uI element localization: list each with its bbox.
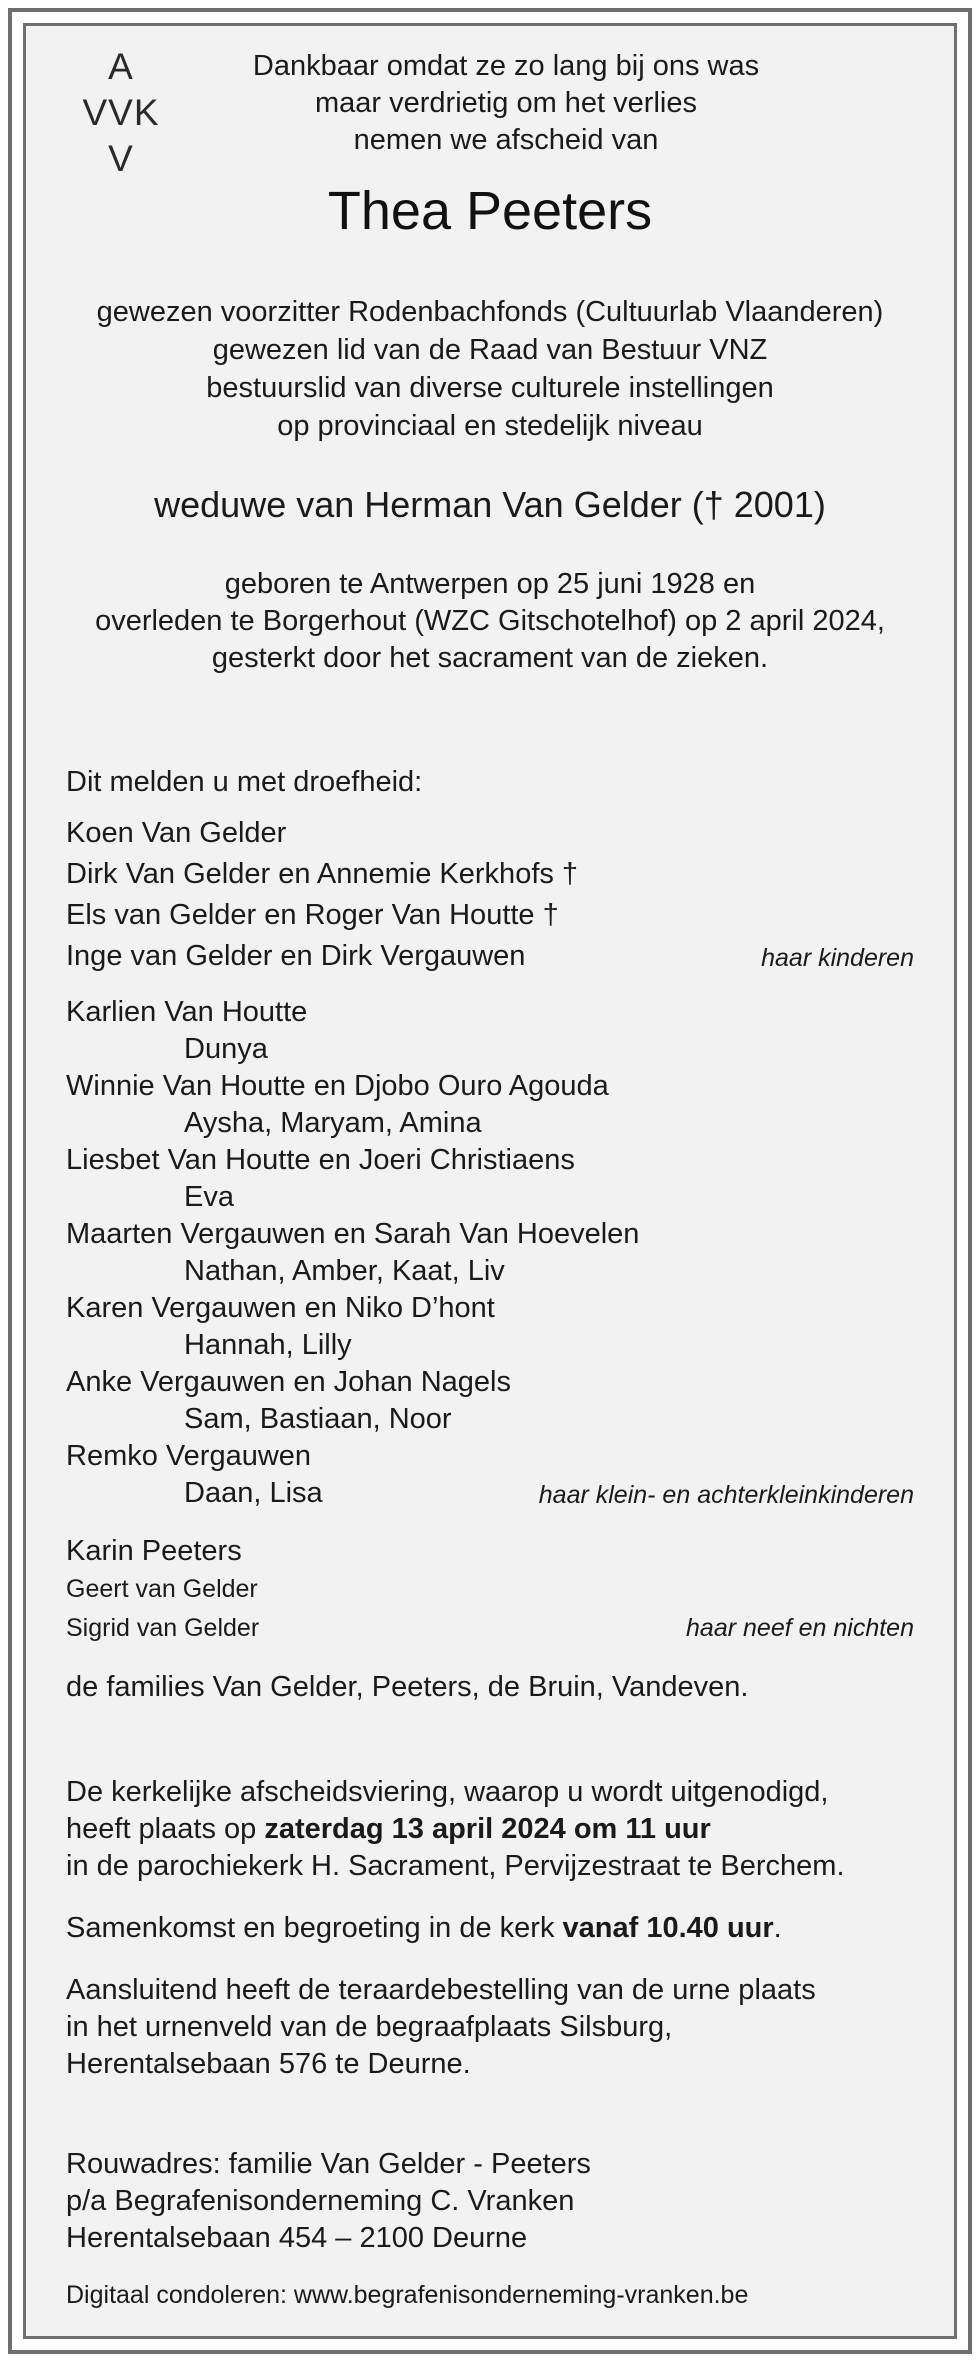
intro-text — [176, 48, 836, 159]
birth-death-info — [26, 566, 954, 677]
children-role-label: haar kinderen — [761, 944, 914, 972]
great-grandchildren: Eva — [184, 1181, 234, 1213]
function-line: op provinciaal en stedelijk niveau — [277, 410, 703, 442]
address-line: Herentalsebaan 454 – 2100 Deurne — [66, 2222, 528, 2254]
grandchild-name: Winnie Van Houtte en Djobo Ouro Agouda — [66, 1070, 609, 1102]
ceremony-date-prefix: heeft plaats op — [66, 1813, 265, 1845]
child-name: Els van Gelder en Roger Van Houtte † — [66, 899, 559, 931]
avvk-cross-symbol — [66, 44, 176, 182]
grandchild-name: Maarten Vergauwen en Sarah Van Hoevelen — [66, 1218, 640, 1250]
birth-line: gesterkt door het sacrament van de zieken. — [211, 642, 769, 674]
birth-line: geboren te Antwerpen op 25 juni 1928 en — [224, 568, 756, 600]
gathering-prefix: Samenkomst en begroeting in de kerk — [66, 1912, 563, 1944]
notice-card — [23, 23, 957, 2339]
grandchild-name: Liesbet Van Houtte en Joeri Christiaens — [66, 1144, 575, 1176]
burial-line: in het urnenveld van de begraafplaats Silsburg, — [66, 2011, 673, 2043]
great-grandchildren: Hannah, Lilly — [184, 1329, 352, 1361]
address-line: p/a Begrafenisonderneming C. Vranken — [66, 2185, 575, 2217]
nephew-name: Geert van Gelder — [66, 1575, 258, 1603]
ceremony-location: in de parochiekerk H. Sacrament, Pervijzestraat te Berchem. — [66, 1850, 845, 1882]
function-line: bestuurslid van diverse culturele instellingen — [206, 372, 774, 404]
grandchild-name: Karlien Van Houtte — [66, 996, 308, 1028]
gathering-line — [66, 1910, 782, 1946]
ceremony-line: De kerkelijke afscheidsviering, waarop u wordt uitgenodigd, — [66, 1776, 829, 1808]
grandchild-name: Anke Vergauwen en Johan Nagels — [66, 1366, 511, 1398]
child-name: Inge van Gelder en Dirk Vergauwen — [66, 940, 526, 972]
function-line: gewezen voorzitter Rodenbachfonds (Cultuurlab Vlaanderen) — [96, 296, 884, 328]
ceremony-date: zaterdag 13 april 2024 om 11 uur — [264, 1813, 711, 1845]
intro-line: nemen we afscheid van — [353, 124, 659, 156]
grandchildren-role-label: haar klein- en achterkleinkinderen — [538, 1481, 914, 1509]
gathering-suffix: . — [773, 1912, 782, 1944]
function-line: gewezen lid van de Raad van Bestuur VNZ — [212, 334, 768, 366]
symbol-line: A — [108, 46, 134, 87]
functions-list — [26, 293, 954, 445]
great-grandchildren: Nathan, Amber, Kaat, Liv — [184, 1255, 505, 1287]
great-grandchildren: Aysha, Maryam, Amina — [184, 1107, 482, 1139]
child-name: Koen Van Gelder — [66, 817, 287, 849]
nephew-name: Karin Peeters — [66, 1535, 242, 1567]
nephews-role-label: haar neef en nichten — [686, 1614, 914, 1642]
great-grandchildren: Sam, Bastiaan, Noor — [184, 1403, 452, 1435]
announce-line: Dit melden u met droefheid: — [66, 766, 423, 798]
nephew-name: Sigrid van Gelder — [66, 1614, 260, 1642]
child-name: Dirk Van Gelder en Annemie Kerkhofs † — [66, 858, 579, 890]
symbol-line: VVK — [82, 92, 160, 133]
widow-line: weduwe van Herman Van Gelder († 2001) — [154, 484, 826, 525]
outer-frame — [8, 8, 972, 2354]
deceased-name: Thea Peeters — [327, 181, 653, 241]
ceremony-date-line — [66, 1811, 711, 1847]
intro-line: Dankbaar omdat ze zo lang bij ons was — [252, 50, 760, 82]
burial-line: Herentalsebaan 576 te Deurne. — [66, 2048, 471, 2080]
birth-line: overleden te Borgerhout (WZC Gitschotelhof) op 2 april 2024, — [95, 605, 885, 637]
intro-line: maar verdrietig om het verlies — [315, 87, 697, 119]
great-grandchildren: Daan, Lisa — [184, 1477, 323, 1509]
grandchild-name: Karen Vergauwen en Niko D’hont — [66, 1292, 495, 1324]
address-line: Rouwadres: familie Van Gelder - Peeters — [66, 2148, 591, 2180]
gathering-time: vanaf 10.40 uur — [562, 1912, 774, 1944]
great-grandchildren: Dunya — [184, 1033, 268, 1065]
symbol-line: V — [108, 138, 134, 179]
families-line: de families Van Gelder, Peeters, de Bruin, Vandeven. — [66, 1671, 749, 1703]
grandchild-name: Remko Vergauwen — [66, 1440, 312, 1472]
burial-line: Aansluitend heeft de teraardebestelling van de urne plaats — [66, 1974, 816, 2006]
condolence-link[interactable]: Digitaal condoleren: www.begrafenisonderneming-vranken.be — [66, 2281, 749, 2309]
